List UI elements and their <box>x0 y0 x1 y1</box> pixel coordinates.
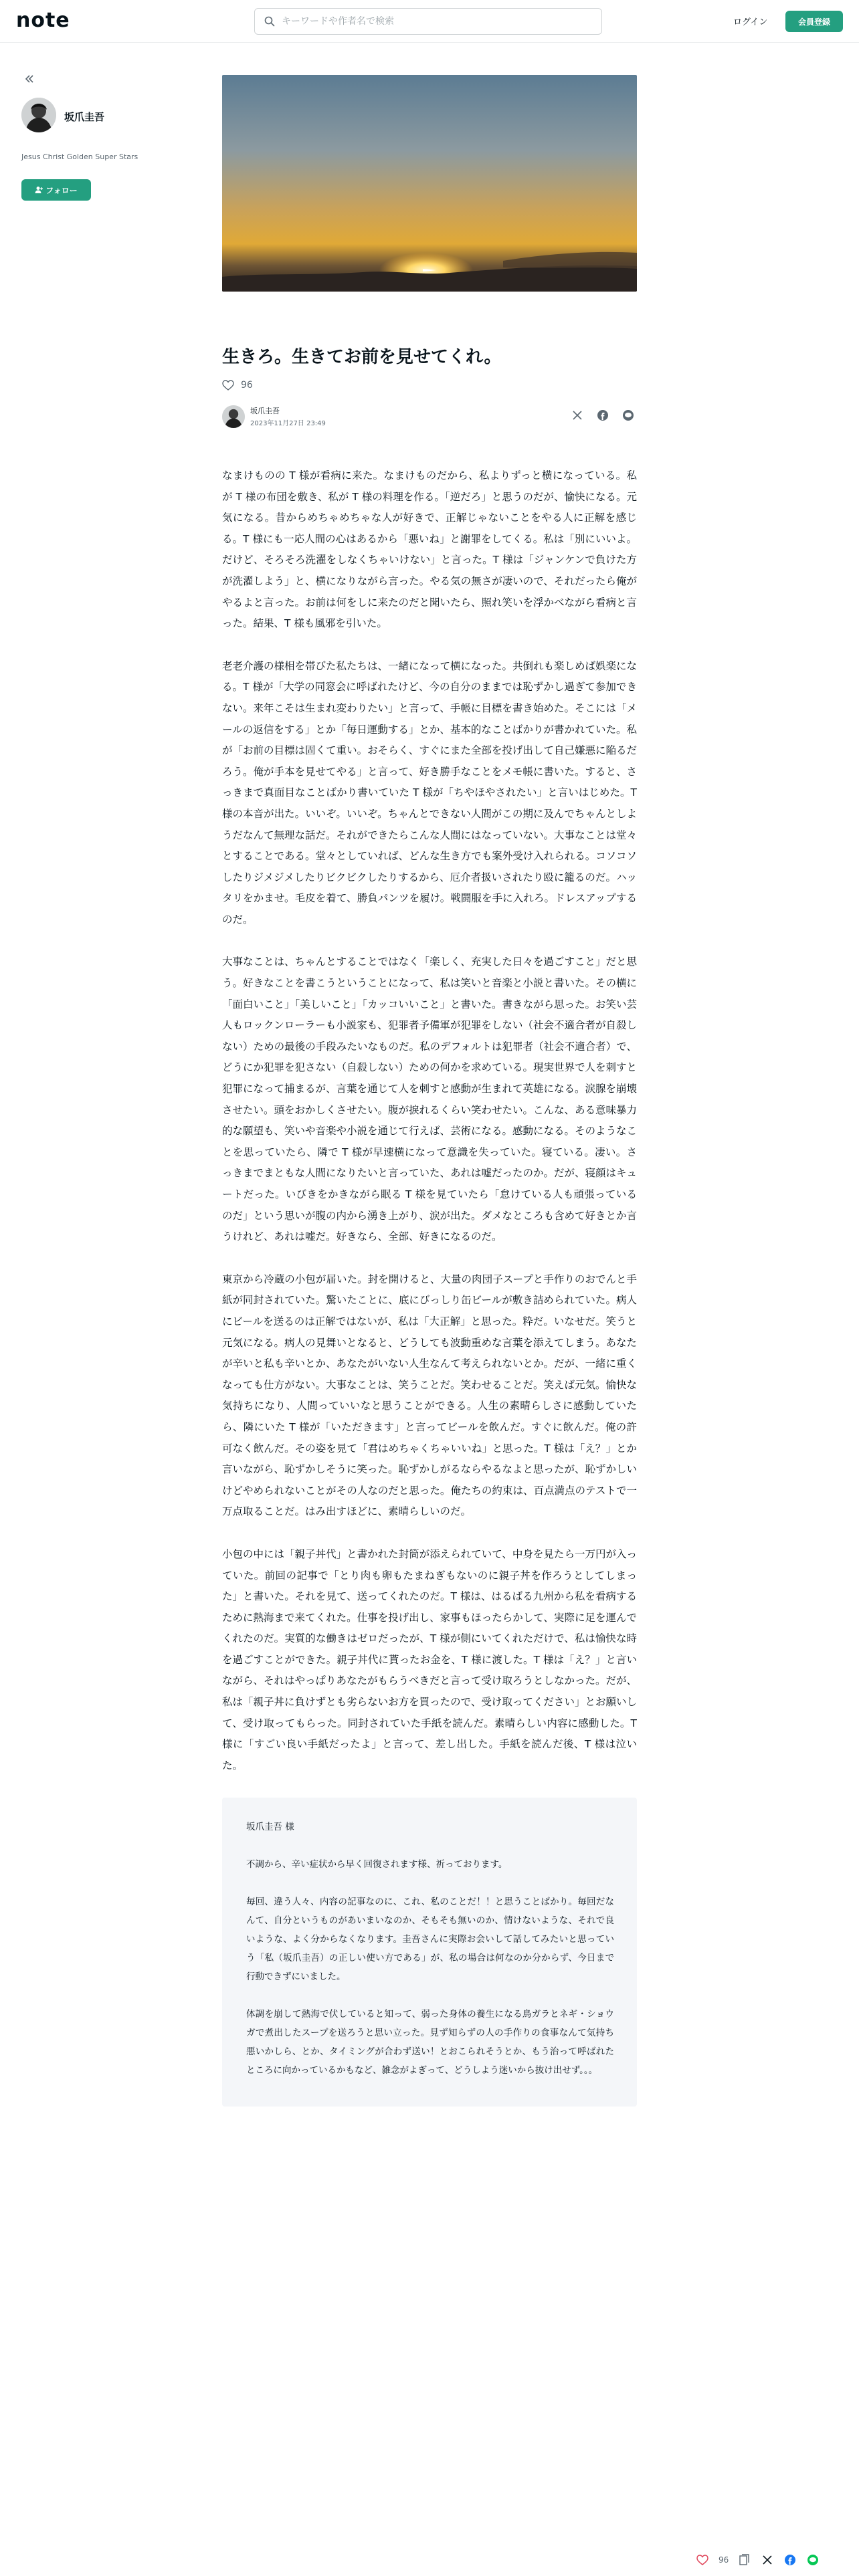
like-row <box>222 380 637 391</box>
like-count[interactable]: 96 <box>241 380 253 391</box>
article-body <box>222 465 637 1776</box>
x-share-icon[interactable] <box>571 409 583 421</box>
article-paragraph: なまけものの T 様が看病に来た。なまけものだから、私よりずっと横になっている。私が T 様の布団を敷き、私が T 様の料理を作る。「逆だろ」と思うのだが、愉快になる。元気になる。昔からめちゃめちゃな人が好きで、正解じゃないことをやる人に正解を感じる。T 様にも一応人間の心はあるから「悪いね」と謝罪をしてくる。私は「別にいいよ。だけど、そろそろ洗濯をしなくちゃいけない」と言った。T 様は「ジャンケンで負けた方が洗濯しよう」と、横になりながら言った。やる気の無さが凄いので、それだったら俺がやるよと言った。お前は何をしに来たのだと聞いたら、照れ笑いを浮かべながら看病と言った。結果、T 様も風邪を引いた。 <box>222 469 638 630</box>
article-paragraph: 小包の中には「親子丼代」と書かれた封筒が添えられていて、中身を見たら一万円が入っていた。前回の記事で「とり肉も卵もたまねぎもないのに親子丼を作ろうとしてしまった」と書いた。それを見て、送ってくれたのだ。T 様は、はるばる九州から私を看病するために熱海まで来てくれた。仕事を投げ出し、家事もほったらかして、実際に足を運んでくれたのだ。実質的な働きはゼロだったが、T 様が側にいてくれただけで、私は愉快な時を過ごすことができた。親子丼代に貰ったお金を、T 様に渡した。T 様は「え？」と言いながら、それはやっぱりあなたがもらうべきだと言って受け取ろうとしなかった。だが、私は「親子丼に負けずとも劣らないお方を買ったので、受け取ってください」とお願いして、受け取ってもらった。同封されていた手紙を読んだ。素晴らしい内容に感動した。T 様に「すごい良い手紙だったよ」と言って、差し出した。手紙を読んだ後、T 様は泣いた。 <box>222 1547 638 1772</box>
author-avatar-small[interactable] <box>222 405 245 428</box>
author-name[interactable]: 坂爪圭吾 <box>64 111 105 123</box>
line-share-icon[interactable] <box>622 409 634 421</box>
share-icons <box>571 409 634 421</box>
x-share-icon[interactable] <box>761 2553 774 2567</box>
author-avatar[interactable] <box>21 98 56 132</box>
publish-date: 2023年11月27日 23:49 <box>250 420 326 427</box>
person-add-icon <box>35 186 43 194</box>
quoted-letter <box>222 1798 637 2107</box>
article-paragraph: 老老介護の様相を帯びた私たちは、一緒になって横になった。共倒れも楽しめば娯楽になる。T 様が「大学の同窓会に呼ばれたけど、今の自分のままでは恥ずかし過ぎて参加できない。来年こそは生まれ変わりたい」と言って、手帳に目標を書き始めた。そこには「メールの返信をする」とか「毎日運動する」とか、基本的なことばかりが書かれていた。私が「お前の目標は固くて重い。おそらく、すぐにまた全部を投げ出して自己嫌悪に陥るだろう。俺が手本を見せてやる」と言って、好き勝手なことをメモ帳に書いた。すると、さっきまで真面目なことばかり書いていた T 様が「ちやほやされたい」と言いはじめた。T 様の本音が出た。いいぞ。いいぞ。ちゃんとできない人間がこの期に及んでちゃんとしようだなんて無理な話だ。それができたらこんな人間にはなっていない。大事なことは堂々とすることである。堂々としていれば、どんな生き方でも案外受け入れられる。コソコソしたりジメジメしたりビクビクしたりするから、厄介者扱いされたり殴に籠るのだ。ハッタリをかませ。毛皮を着て、勝負パンツを履け。戦闘服を手に入れろ。ドレスアップするのだ。 <box>222 659 638 926</box>
note-logo[interactable]: note <box>16 9 70 32</box>
line-share-icon[interactable] <box>806 2553 820 2567</box>
author-name-small[interactable]: 坂爪圭吾 <box>250 407 280 415</box>
floating-like-count: 96 <box>719 2555 729 2565</box>
follow-label: フォロー <box>45 185 78 195</box>
author-row <box>222 404 637 431</box>
article-title: 生きろ。生きてお前を見せてくれ。 <box>222 347 502 367</box>
site-header <box>0 0 859 43</box>
letter-salutation: 坂爪圭吾 様 <box>246 1822 294 1833</box>
hero-image <box>222 75 637 292</box>
article-paragraph: 大事なことは、ちゃんとすることではなく「楽しく、充実した日々を過ごすこと」だと思う。好きなことを書こうということになって、私は笑いと音楽と小説と書いた。その横に「面白いこと」「美しいこと」「カッコいいこと」と書いた。書きながら思った。お笑い芸人もロックンローラーも小説家も、犯罪者予備軍が犯罪をしない（社会不適合者が自殺しない）ための最後の手段みたいなものだ。私のデフォルトは犯罪者（社会不適合者）で、どうにか犯罪を犯さない（自殺しない）ための何かを求めている。現実世界で人を刺すと犯罪になって捕まるが、言葉を通じて人を刺すと感動が生まれて英雄になる。涙腺を崩壊させたい。頭をおかしくさせたい。腹が捩れるくらい笑わせたい。こんな、ある意味暴力的な願望も、笑いや音楽や小説を通じて行えば、芸術になる。感動になる。そのようなことを思っていたら、隣で T 様が早速横になって意識を失っていた。寝ている。凄い。さっきまでまともな人間になりたいと言っていた、あれは嘘だったのか。だが、寝顔はキュートだった。いびきをかきながら眠る T 様を見ていたら「怠けている人も頑張っているのだ」という思いが腹の内から湧き上がり、涙が出た。ダメなところも含めて好きとか言うけれど、あれは嘘だ。好きなら、全部、好きになるのだ。 <box>222 956 638 1243</box>
author-bio: Jesus Christ Golden Super Stars <box>21 152 138 161</box>
facebook-share-icon[interactable] <box>597 409 609 421</box>
follow-button[interactable] <box>21 179 91 201</box>
login-link[interactable]: ログイン <box>733 17 768 27</box>
heart-icon[interactable] <box>696 2553 709 2567</box>
magazine-add-icon[interactable] <box>738 2553 751 2567</box>
floating-action-bar <box>696 2548 820 2572</box>
signup-button[interactable]: 会員登録 <box>785 11 843 32</box>
article-paragraph: 東京から冷蔵の小包が届いた。封を開けると、大量の肉団子スープと手作りのおでんと手紙が同封されていた。驚いたことに、底にびっしり缶ビールが敷き詰められていた。病人にビールを送るのは正解ではないが、私は「大正解」と思った。粋だ。いなせだ。笑うと元気になる。病人の見舞いとなると、どうしても波動重めな言葉を添えてしまう。あなたが辛いと私も辛いとか、あなたがいない人生なんて考えられないとか。だが、一緒に重くなっても仕方がない。大事なことは、笑うことだ。笑わせることだ。笑えば元気。愉快な気持ちになり、人間っていいなと思うことができる。人生の素晴らしさに感動していたら、隣にいた T 様が「いただきます」と言ってビールを飲んだ。すぐに飲んだ。俺の許可なく飲んだ。その姿を見て「君はめちゃくちゃいいね」と思った。T 様は「え？」とか言いながら、恥ずかしそうに笑った。恥ずかしがるならやるなよと思ったが、恥ずかしいけどやめられないことがその人なのだと思った。俺たちの約束は、百点満点のテストで一万点取ることだ。はみ出すほどに、素晴らしいのだ。 <box>222 1273 638 1518</box>
facebook-share-icon[interactable] <box>783 2553 797 2567</box>
heart-icon[interactable] <box>222 380 234 391</box>
article <box>222 75 637 2107</box>
letter-paragraph: 毎回、違う人々、内容の記事なのに、これ、私のことだ！！と思うことばかり。毎回だなんて、自分というものがあいまいなのか、そもそも無いのか、情けないような、それで良いような、よく分からなくなります。圭吾さんに実際お会いして話してみたいと思っていう「私（坂爪圭吾）の正しい使い方である」が、私の場合は何なのか分からず、今日まで行動できずにいました。 <box>246 1897 614 1983</box>
search-icon <box>264 16 275 27</box>
search-box[interactable] <box>254 8 602 35</box>
collapse-sidebar-icon[interactable] <box>23 72 36 86</box>
search-input[interactable] <box>282 16 576 27</box>
letter-paragraph: 不調から、辛い症状から早く回復されます様、祈っております。 <box>246 1859 508 1870</box>
letter-paragraph: 体調を崩して熱海で伏していると知って、弱った身体の養生になる鳥ガラとネギ・ショウガで煮出したスープを送ろうと思い立った。見ず知らずの人の手作りの食事なんて気持ち悪いかしら、とか、タイミングが合わず送い！とおこられそうとか、もう治って呼ばれたところに向かっているかもなど、雑念がよぎって、どうしよう迷いから抜け出せず。。。 <box>246 2009 614 2076</box>
